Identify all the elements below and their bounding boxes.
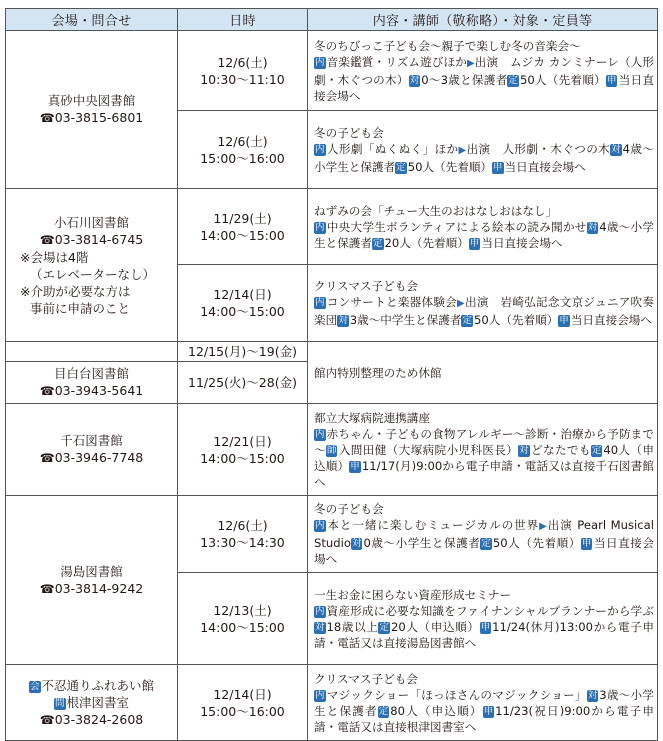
event-datetime [178,265,308,342]
moushikomi-tag: 申 [559,315,569,326]
event-apply: 当日直接会場へ [314,536,654,566]
arrow-icon: ▶ [457,298,465,309]
event-naiyou: 本と一緒に楽しむミュージカルの世界 [326,518,540,532]
event-datetime [178,573,308,665]
closed-date: 11/25(火)～28(金) [178,362,308,404]
table-header-row [6,9,658,31]
naiyou-tag: 内 [315,221,325,233]
taishou-tag: 対 [519,444,529,456]
event-lecturer: 入間田健（大塚病院小児科医長） [338,442,519,457]
event-content [308,496,658,573]
event-apply: 当日直接会場へ [481,235,563,250]
event-time: 14:00～15:00 [200,227,285,243]
event-performer: 出演 人形劇・木ぐつの木 [466,141,611,156]
arrow-icon: ▶ [458,144,467,156]
naiyou-tag: 内 [315,689,325,701]
event-datetime [178,111,308,189]
event-title: 一生お金に困らない資産形成セミナー [314,587,512,602]
event-date: 11/29(土) [213,210,272,226]
event-capacity: 40人（申込順） [314,442,654,473]
venue-name: 目白台図書館 [53,366,129,381]
table-row [6,189,658,265]
event-date: 12/13(土) [213,602,272,618]
teiin-tag: 定 [396,161,406,173]
event-table [5,8,658,741]
event-performer: 出演 Pearl Musical Studio [314,518,654,550]
arrow-icon: ▶ [466,57,475,69]
moushikomi-tag: 申 [469,237,480,249]
event-datetime [178,189,308,265]
event-title: ねずみの会「チュー大生のおはなしおはなし」 [314,203,558,218]
naiyou-tag: 内 [315,605,325,617]
header-datetime: 日時 [178,9,308,31]
event-target: 4歳～小学生と保護者 [314,219,654,250]
closed-notice: 館内特別整理のため休館 [308,342,658,404]
venue-nezu [6,665,178,741]
toi-tag: 問 [54,697,65,709]
event-time: 14:00～15:00 [200,619,285,635]
teiin-tag: 定 [508,74,518,86]
venue-note: ※介助が必要な方は [20,283,131,299]
venue-phone: ☎03-3946-7748 [39,450,144,465]
event-target: 3歳～中学生と保護者 [349,313,462,327]
moushikomi-tag: 申 [581,538,592,549]
event-capacity: 50人（先着順） [407,159,493,174]
teiin-tag: 定 [378,705,389,717]
event-naiyou: 中央大学生ボランティアによる絵本の読み聞かせ [326,219,587,234]
event-content [308,573,658,665]
taishou-tag: 対 [338,315,348,326]
event-content [308,265,658,342]
event-target: 3歳～小学生と保護者 [314,687,654,718]
teiin-tag: 定 [462,315,472,326]
event-title: クリスマス子ども会 [314,279,418,293]
naiyou-tag: 内 [315,297,325,308]
venue-phone: ☎03-3815-6801 [39,110,144,125]
venue-phone: ☎03-3943-5641 [39,383,144,398]
venue-yushima [6,496,178,665]
event-time: 10:30～11:10 [200,71,285,87]
event-time: 14:00～15:00 [200,304,285,319]
venue-masago [6,31,178,189]
venue-note: ※会場は4階 [20,249,89,265]
venue-note: （エレベーターなし） [30,266,156,282]
venue-name: 千石図書館 [60,433,123,448]
event-title: クリスマス子ども会 [314,671,418,686]
event-target: 18歳以上 [326,619,379,634]
event-date: 12/6(土) [217,133,268,149]
event-title: 都立大塚病院連携講座 [314,410,430,425]
venue-line1: 会 不忍通りふれあい館 [29,677,155,693]
event-content [308,404,658,496]
header-venue: 会場・問合せ [6,9,178,31]
arrow-icon: ▶ [539,521,548,532]
naiyou-tag: 内 [315,56,325,68]
phone-icon: ☎ [39,384,55,398]
event-date: 12/21(日) [213,433,272,449]
closed-date: 12/15(月)～19(金) [178,342,308,362]
naiyou-tag: 内 [315,143,325,155]
event-date: 12/14(日) [213,287,272,302]
teiin-tag: 定 [481,538,491,549]
moushikomi-tag: 申 [606,74,617,86]
event-target: 0～3歳と保護者 [421,72,508,87]
moushikomi-tag: 申 [480,621,491,633]
event-content [308,31,658,111]
venue-name: 湯島図書館 [60,563,123,579]
event-content [308,189,658,265]
event-apply: 当日直接会場へ [504,159,586,174]
event-capacity: 50人（先着順） [492,536,581,550]
event-title: 冬のちびっこ子ども会～親子で楽しむ冬の音楽会～ [314,38,581,53]
phone-icon: ☎ [39,581,55,596]
event-apply: 11/23(祝日)9:00から電子申請・電話又は直接根津図書室へ [314,703,654,734]
event-datetime [178,404,308,496]
venue-spacer [6,342,178,362]
event-time: 15:00～16:00 [200,150,285,166]
taishou-tag: 対 [351,538,362,549]
event-capacity: 20人（申込順） [391,619,480,634]
taishou-tag: 対 [587,689,598,701]
event-performer: 出演 ムジカ カンミナーレ（人形劇・木ぐつの木） [314,54,654,87]
event-naiyou: 人形劇「ぬくぬく」ほか [326,141,459,156]
taishou-tag: 対 [611,143,621,155]
teiin-tag: 定 [591,444,602,456]
event-apply: 11/17(月)9:00から電子申請・電話又は直接千石図書館へ [314,458,654,489]
naiyou-tag: 内 [315,428,325,440]
moushikomi-tag: 申 [350,460,360,472]
event-target: 0歳～小学生と保護者 [363,536,481,550]
phone-icon: ☎ [39,232,55,247]
koushi-tag: 師 [326,444,337,456]
venue-koishikawa [6,189,178,342]
event-naiyou: 赤ちゃん・子どもの食物アレルギー～診断・治療から予防まで～ [314,426,654,457]
event-capacity: 80人（申込順） [390,703,483,718]
event-datetime [178,496,308,573]
event-naiyou: コンサートと楽器体験会 [326,295,458,309]
venue-note: 事前に申請のこと [30,300,131,316]
table-row [6,342,658,362]
phone-icon: ☎ [39,712,55,727]
venue-phone: ☎03-3814-9242 [39,580,144,596]
event-apply: 11/24(休月)13:00から電子申請・電話又は直接湯島図書館へ [314,619,654,650]
event-time: 13:30～14:30 [200,535,285,550]
table-row [6,496,658,573]
naiyou-tag: 内 [315,520,325,531]
event-date: 12/6(土) [217,518,268,533]
kai-tag: 会 [29,680,40,692]
event-datetime [178,31,308,111]
event-content [308,665,658,741]
event-title: 冬の子ども会 [314,502,384,516]
event-date: 12/6(土) [217,54,268,70]
event-apply: 当日直接会場へ [570,313,652,327]
event-capacity: 20人（先着順） [384,235,469,250]
teiin-tag: 定 [372,237,383,249]
header-content: 内容・講師（敬称略）・対象・定員等 [308,9,658,31]
phone-icon: ☎ [39,111,55,125]
event-target: どなたでも [530,442,591,457]
venue-mejirodai [6,362,178,404]
event-target: 4歳～小学生と保護者 [314,141,654,174]
event-naiyou: 資産形成に必要な知識をファイナンシャルプランナーから学ぶ [326,603,654,618]
event-title: 冬の子ども会 [314,125,384,140]
taishou-tag: 対 [587,221,598,233]
event-performer: 出演 岩崎弘記念文京ジュニア吹奏楽団 [314,295,654,327]
moushikomi-tag: 申 [493,161,503,173]
venue-phone: ☎03-3824-2608 [39,711,144,727]
taishou-tag: 対 [315,621,325,633]
event-capacity: 50人（先着順） [519,72,606,87]
venue-line2: 問 根津図書室 [54,694,130,710]
table-row [6,665,658,741]
taishou-tag: 対 [409,74,420,86]
moushikomi-tag: 申 [483,705,494,717]
venue-phone: ☎03-3814-6745 [39,231,144,247]
event-date: 12/14(日) [213,686,272,702]
event-naiyou: マジックショー「ほっほさんのマジックショー」 [326,687,587,702]
event-datetime [178,665,308,741]
phone-icon: ☎ [39,451,55,465]
venue-name: 真砂中央図書館 [47,93,136,108]
event-naiyou: 音楽鑑賞・リズム遊びほか [326,54,467,69]
venue-name: 小石川図書館 [53,214,129,230]
event-time: 15:00～16:00 [200,703,285,719]
table-row [6,31,658,111]
table-row [6,404,658,496]
event-capacity: 50人（先着順） [473,313,559,327]
event-time: 14:00～15:00 [200,450,285,466]
venue-sengoku [6,404,178,496]
event-apply: 当日直接会場へ [314,72,654,103]
teiin-tag: 定 [379,621,389,633]
event-content [308,111,658,189]
